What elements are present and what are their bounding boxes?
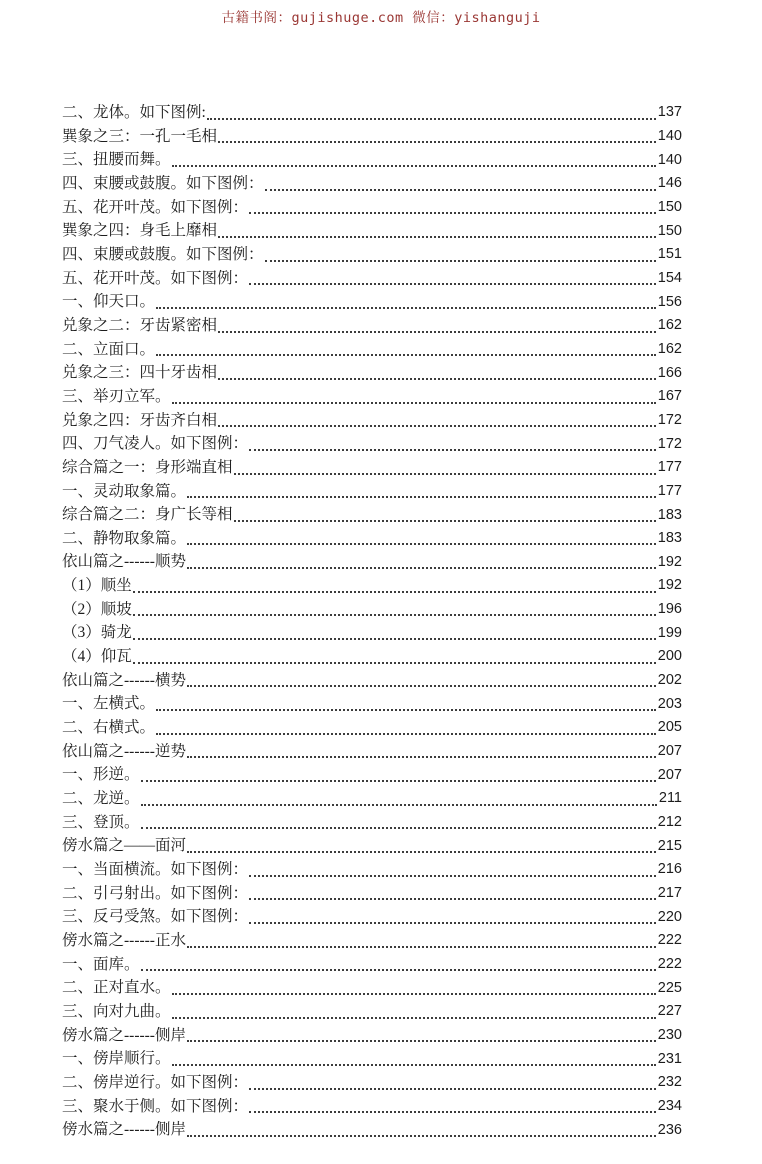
- toc-entry[interactable]: [62, 645, 682, 669]
- toc-entry[interactable]: [62, 621, 682, 645]
- toc-entry-page: 177: [657, 482, 682, 499]
- dot-leader: [249, 212, 656, 214]
- toc-entry-title: 综合篇之二：身广长等相: [62, 506, 233, 524]
- toc-entry[interactable]: [62, 787, 682, 811]
- toc-entry-title: 二、龙逆。: [62, 790, 140, 808]
- toc-entry-page: 232: [657, 1074, 682, 1091]
- toc-entry[interactable]: [62, 101, 682, 125]
- toc-entry[interactable]: [62, 503, 682, 527]
- toc-entry-title: 四、刀气凌人。如下图例：: [62, 435, 249, 453]
- toc-entry[interactable]: [62, 196, 682, 220]
- toc-entry-page: 200: [657, 648, 682, 665]
- toc-entry-page: 140: [657, 128, 682, 145]
- toc-entry[interactable]: [62, 929, 682, 953]
- toc-entry-page: 140: [657, 151, 682, 168]
- dot-leader: [249, 449, 656, 451]
- dot-leader: [141, 827, 656, 829]
- toc-entry[interactable]: [62, 338, 682, 362]
- toc-entry-title: 五、花开叶茂。如下图例：: [62, 269, 249, 287]
- dot-leader: [187, 1135, 656, 1137]
- toc-entry-page: 207: [657, 743, 682, 760]
- dot-leader: [141, 804, 657, 806]
- toc-entry-page: 205: [657, 719, 682, 736]
- dot-leader: [172, 165, 656, 167]
- toc-entry-title: （2）顺坡: [62, 600, 132, 618]
- toc-entry-title: 三、举刃立军。: [62, 387, 171, 405]
- toc-entry-title: 一、面库。: [62, 955, 140, 973]
- dot-leader: [187, 756, 656, 758]
- toc-entry[interactable]: [62, 811, 682, 835]
- toc-entry-page: 150: [657, 222, 682, 239]
- toc-entry[interactable]: [62, 976, 682, 1000]
- toc-entry-title: （1）顺坐: [62, 577, 132, 595]
- dot-leader: [207, 118, 656, 120]
- toc-entry[interactable]: [62, 1047, 682, 1071]
- toc-entry[interactable]: [62, 763, 682, 787]
- toc-entry[interactable]: [62, 480, 682, 504]
- toc-entry-page: 192: [657, 553, 682, 570]
- toc-entry-page: 146: [657, 175, 682, 192]
- dot-leader: [218, 378, 656, 380]
- toc-entry[interactable]: [62, 692, 682, 716]
- toc-entry-title: 综合篇之一：身形端直相: [62, 458, 233, 476]
- toc-entry-page: 154: [657, 269, 682, 286]
- dot-leader: [234, 520, 656, 522]
- toc-entry[interactable]: [62, 409, 682, 433]
- toc-entry-title: （4）仰瓦: [62, 648, 132, 666]
- toc-entry-page: 162: [657, 340, 682, 357]
- dot-leader: [249, 875, 656, 877]
- toc-entry-page: 166: [657, 364, 682, 381]
- dot-leader: [249, 283, 656, 285]
- toc-entry-page: 236: [657, 1121, 682, 1138]
- dot-leader: [187, 946, 656, 948]
- toc-entry-title: 二、立面口。: [62, 340, 156, 358]
- toc-entry-title: 一、仰天口。: [62, 293, 156, 311]
- dot-leader: [172, 1017, 656, 1019]
- dot-leader: [172, 993, 656, 995]
- toc-entry-page: 172: [657, 411, 682, 428]
- dot-leader: [249, 922, 656, 924]
- toc-entry-page: 222: [657, 955, 682, 972]
- toc-entry-page: 227: [657, 1003, 682, 1020]
- dot-leader: [156, 307, 656, 309]
- toc-entry-page: 137: [657, 104, 682, 121]
- toc-entry[interactable]: [62, 219, 682, 243]
- dot-leader: [133, 591, 656, 593]
- toc-entry-page: 150: [657, 198, 682, 215]
- toc-entry[interactable]: [62, 456, 682, 480]
- dot-leader: [172, 402, 656, 404]
- toc-entry-page: 212: [657, 814, 682, 831]
- dot-leader: [249, 1088, 656, 1090]
- dot-leader: [156, 354, 656, 356]
- toc-entry-title: 依山篇之------逆势: [62, 742, 186, 760]
- toc-entry-page: 196: [657, 601, 682, 618]
- toc-entry[interactable]: [62, 1071, 682, 1095]
- toc-entry-page: 177: [657, 459, 682, 476]
- toc-entry-title: 傍水篇之------侧岸: [62, 1121, 186, 1139]
- toc-entry[interactable]: [62, 1000, 682, 1024]
- toc-entry[interactable]: [62, 1095, 682, 1119]
- dot-leader: [133, 662, 656, 664]
- toc-entry[interactable]: [62, 905, 682, 929]
- toc-entry-page: 183: [657, 506, 682, 523]
- toc-entry[interactable]: [62, 172, 682, 196]
- dot-leader: [187, 1040, 656, 1042]
- dot-leader: [265, 189, 656, 191]
- dot-leader: [187, 543, 656, 545]
- toc-entry-title: 一、当面横流。如下图例：: [62, 861, 249, 878]
- toc-entry-page: 220: [657, 908, 682, 925]
- toc-entry-page: 151: [657, 246, 682, 263]
- toc-entry[interactable]: [62, 243, 682, 267]
- toc-entry-page: 216: [657, 861, 682, 878]
- toc-entry-title: 五、花开叶茂。如下图例：: [62, 198, 249, 216]
- toc-entry-page: 230: [657, 1026, 682, 1043]
- toc-entry-title: 巽象之三：一孔一毛相: [62, 127, 218, 145]
- toc-entry-page: 156: [657, 293, 682, 310]
- toc-entry[interactable]: [62, 267, 682, 291]
- dot-leader: [234, 473, 656, 475]
- toc-entry[interactable]: [62, 858, 682, 882]
- toc-entry-page: 225: [657, 979, 682, 996]
- toc-entry-page: 234: [657, 1097, 682, 1114]
- dot-leader: [141, 969, 656, 971]
- toc-entry-title: 傍水篇之------侧岸: [62, 1026, 186, 1044]
- toc-entry-title: 三、扭腰而舞。: [62, 151, 171, 169]
- toc-entry-title: 二、傍岸逆行。如下图例：: [62, 1073, 249, 1091]
- toc-entry[interactable]: [62, 574, 682, 598]
- dot-leader: [141, 780, 656, 782]
- toc-entry-page: 183: [657, 530, 682, 547]
- toc-entry-page: 203: [657, 695, 682, 712]
- toc-entry[interactable]: [62, 1024, 682, 1048]
- toc-entry[interactable]: [62, 125, 682, 149]
- toc-entry-title: 兑象之三：四十牙齿相: [62, 364, 218, 382]
- dot-leader: [218, 141, 656, 143]
- toc-entry[interactable]: [62, 882, 682, 906]
- toc-entry-page: 167: [657, 388, 682, 405]
- dot-leader: [133, 614, 656, 616]
- toc-entry[interactable]: [62, 527, 682, 551]
- toc-entry-title: 四、束腰或鼓腹。如下图例：: [62, 174, 264, 192]
- toc-entry-page: 199: [657, 624, 682, 641]
- dot-leader: [133, 638, 656, 640]
- toc-entry-title: 二、静物取象篇。: [62, 529, 187, 547]
- toc-entry[interactable]: [62, 314, 682, 338]
- toc-entry[interactable]: [62, 598, 682, 622]
- toc-entry-title: 巽象之四：身毛上靡相: [62, 222, 218, 240]
- watermark-header: 古籍书阁：gujishuge.com 微信：yishanguji: [221, 10, 541, 26]
- toc-entry-page: 217: [657, 885, 682, 902]
- toc-entry[interactable]: [62, 550, 682, 574]
- toc-entry[interactable]: [62, 290, 682, 314]
- dot-leader: [218, 331, 656, 333]
- toc-entry-page: 215: [657, 837, 682, 854]
- dot-leader: [172, 1064, 656, 1066]
- toc-entry[interactable]: [62, 148, 682, 172]
- dot-leader: [187, 685, 656, 687]
- dot-leader: [218, 236, 656, 238]
- dot-leader: [156, 709, 656, 711]
- dot-leader: [249, 898, 656, 900]
- toc-entry-title: 兑象之四：牙齿齐白相: [62, 411, 218, 429]
- toc-entry[interactable]: [62, 1118, 682, 1142]
- toc-entry-title: 三、向对九曲。: [62, 1002, 171, 1020]
- dot-leader: [265, 260, 656, 262]
- toc-entry-title: 一、傍岸顺行。: [62, 1050, 171, 1068]
- toc-entry[interactable]: [62, 834, 682, 858]
- dot-leader: [187, 851, 656, 853]
- toc-entry-title: 三、反弓受煞。如下图例：: [62, 908, 249, 926]
- toc-entry-title: 二、正对直水。: [62, 979, 171, 997]
- toc-entry-title: 二、引弓射出。如下图例：: [62, 884, 249, 902]
- toc-entry-title: 一、灵动取象篇。: [62, 482, 187, 500]
- dot-leader: [187, 567, 656, 569]
- toc-entry[interactable]: [62, 953, 682, 977]
- toc-entry-page: 162: [657, 317, 682, 334]
- toc-entry-page: 207: [657, 766, 682, 783]
- toc-entry-title: 傍水篇之------正水: [62, 931, 186, 949]
- toc-entry[interactable]: [62, 385, 682, 409]
- toc-entry-title: 一、左横式。: [62, 695, 156, 713]
- toc-entry-title: 一、形逆。: [62, 766, 140, 784]
- dot-leader: [156, 733, 656, 735]
- toc-entry-title: 傍水篇之——面河: [62, 837, 187, 855]
- toc-entry-page: 172: [657, 435, 682, 452]
- table-of-contents: [62, 101, 682, 1142]
- toc-entry[interactable]: [62, 432, 682, 456]
- toc-entry[interactable]: [62, 361, 682, 385]
- toc-entry-title: 依山篇之------顺势: [62, 553, 186, 571]
- toc-entry-title: 二、右横式。: [62, 719, 156, 737]
- toc-entry-title: 三、聚水于侧。如下图例：: [62, 1097, 249, 1115]
- toc-entry-title: 二、龙体。如下图例:: [62, 104, 206, 121]
- toc-entry-page: 192: [657, 577, 682, 594]
- toc-entry-title: 兑象之二：牙齿紧密相: [62, 316, 218, 334]
- toc-entry-page: 211: [658, 790, 682, 807]
- toc-entry-page: 222: [657, 932, 682, 949]
- toc-entry[interactable]: [62, 716, 682, 740]
- toc-entry-title: 四、束腰或鼓腹。如下图例：: [62, 245, 264, 263]
- dot-leader: [218, 425, 656, 427]
- dot-leader: [187, 496, 656, 498]
- toc-entry[interactable]: [62, 740, 682, 764]
- dot-leader: [249, 1111, 656, 1113]
- toc-entry-page: 202: [657, 672, 682, 689]
- toc-entry-title: 三、登顶。: [62, 813, 140, 831]
- toc-entry-title: 依山篇之------横势: [62, 671, 186, 689]
- toc-entry-title: （3）骑龙: [62, 624, 132, 642]
- toc-entry[interactable]: [62, 669, 682, 693]
- toc-entry-page: 231: [657, 1050, 682, 1067]
